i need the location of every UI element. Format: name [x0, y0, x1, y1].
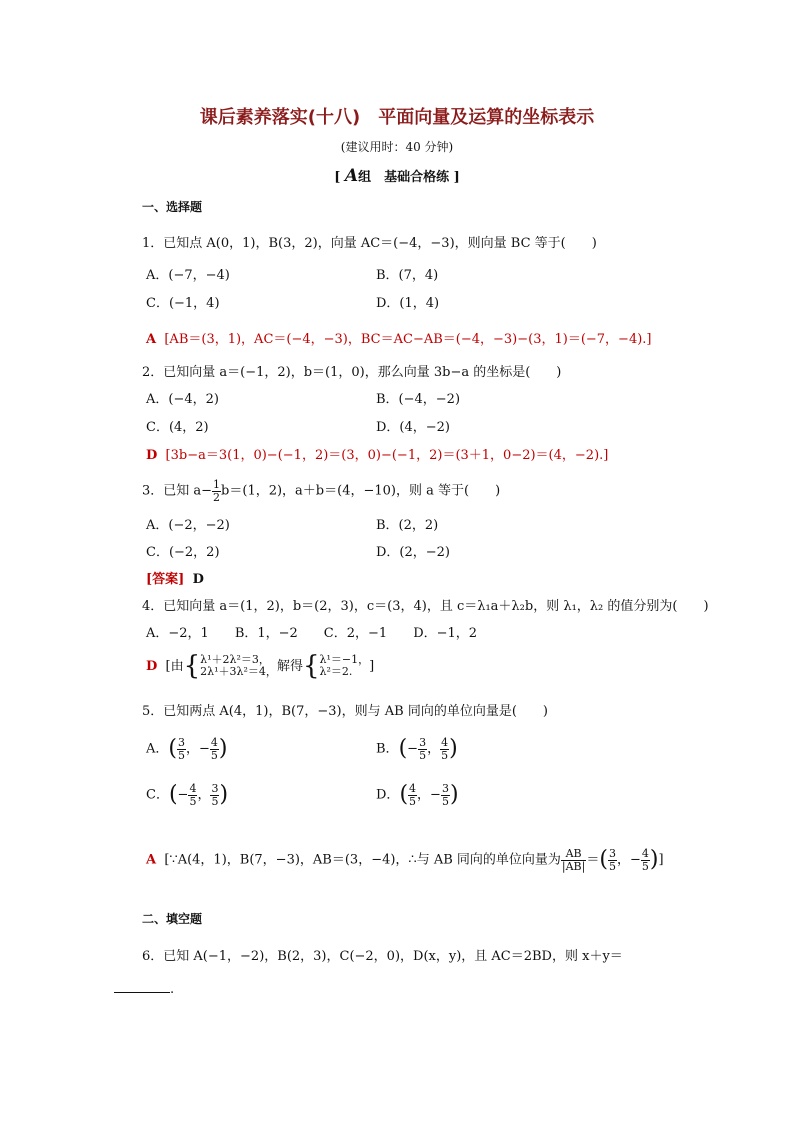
- q4-sys2-line2: λ²＝2.: [319, 665, 353, 679]
- q5-b-den1: 5: [419, 748, 427, 762]
- q3-option-d: D．(2，−2): [376, 545, 451, 560]
- q5-a-minus: −: [199, 741, 210, 757]
- q6-tail: .: [170, 982, 175, 997]
- q3-fraction: [212, 479, 221, 503]
- q5-c-minus: −: [177, 787, 189, 803]
- q5-d-den2: 5: [441, 794, 449, 808]
- group-heading: [0, 167, 794, 186]
- q5-a-comma: ，: [185, 741, 199, 757]
- q1-solution-text: [AB＝(3，1)，AC＝(−4，−3)，BC＝AC−AB＝(−4，−3)−(3，1)＝(−7，−4).]: [164, 332, 652, 347]
- q5-sol-frac-den: |AB|: [561, 859, 586, 873]
- q5-option-b: B．(− $\frac{3}{5}$ ， $\frac{4}{5}$ ): [376, 736, 458, 762]
- q4-key: D: [146, 658, 158, 674]
- q5-b-num1: 3: [419, 736, 427, 750]
- q5-b-minus: −: [407, 741, 419, 757]
- q2-option-a: A．(−4，2): [146, 392, 219, 407]
- q1-option-d: D．(1，4): [376, 296, 440, 311]
- q5-sol-comma: ，: [616, 852, 630, 868]
- q2-option-b: B．(−4，−2): [376, 392, 461, 407]
- q5-b-label: B．: [376, 741, 399, 757]
- q2-key: D: [146, 448, 158, 463]
- q1-option-c: C．(−1，4): [146, 296, 220, 311]
- q5-stem: 5．已知两点 A(4，1)，B(7，−3)，则与 AB 同向的单位向量是( ): [142, 704, 548, 719]
- q5-sol-num2: 4: [641, 847, 649, 861]
- section-fill-blank: 二、填空题: [142, 912, 203, 926]
- q2-option-d: D．(4，−2): [376, 420, 451, 435]
- q2-option-c: C．(4，2): [146, 420, 209, 435]
- q5-a-den1: 5: [177, 748, 185, 762]
- q5-sol-eq: ＝: [586, 852, 600, 868]
- q1-stem: 1．已知点 A(0，1)，B(3，2)，向量 AC＝(−4，−3)，则向量 BC 等于( ): [142, 236, 597, 251]
- q3-frac-den: 2: [213, 490, 221, 504]
- q4-stem: 4．已知向量 a＝(1，2)，b＝(2，3)，c＝(3，4)，且 c＝λ₁a＋λ₂b，则 λ₁，λ₂ 的值分别为( ): [142, 599, 709, 614]
- q4-brace-1: {: [183, 651, 201, 681]
- q1-solution: [146, 333, 652, 347]
- group-label: 组 基础合格练: [358, 170, 450, 185]
- q5-d-comma: ，: [417, 787, 431, 803]
- q4-system-1: [200, 654, 277, 679]
- q6-blank[interactable]: [114, 992, 170, 993]
- q5-b-num2: 4: [441, 736, 449, 750]
- q5-a-den2: 5: [210, 748, 218, 762]
- q5-c-num1: 4: [189, 782, 197, 796]
- q5-solution: A [∵A(4，1)，B(7，−3)，AB＝(3，−4)，∴与 AB 同向的单位向量为 $\frac{AB}{|AB|}$ ＝( $\frac{3}{5}$ ，− $\frac{4}{5}$ )]: [146, 847, 664, 873]
- q6-stem: 6．已知 A(−1，−2)，B(2，3)，C(−2，0)，D(x，y)，且 AC＝2BD，则 x＋y＝: [142, 949, 623, 964]
- q5-sol-den2: 5: [641, 859, 649, 873]
- q3-stem-post: b＝(1，2)，a＋b＝(4，−10)，则 a 等于( ): [221, 483, 501, 499]
- q5-c-den1: 5: [189, 794, 197, 808]
- q5-sol-end: ]: [658, 852, 664, 868]
- q5-c-comma: ，: [197, 787, 211, 803]
- group-letter: A: [344, 166, 359, 186]
- q5-sol-num1: 3: [608, 847, 616, 861]
- q5-sol-minus: −: [629, 852, 641, 868]
- q5-c-den2: 5: [211, 794, 219, 808]
- q5-c-num2: 3: [211, 782, 219, 796]
- q1-option-b: B．(7，4): [376, 268, 439, 283]
- q4-options: A．−2，1 B．1，−2 C．2，−1 D．−1，2: [146, 626, 478, 641]
- q4-sys2-line1: λ¹＝−1，: [319, 652, 370, 666]
- group-bracket-open: [: [334, 170, 341, 185]
- q3-answer-value: D: [192, 572, 204, 587]
- q4-sol-mid: 解得: [276, 658, 303, 674]
- q5-sol-frac-num: AB: [561, 848, 586, 861]
- q1-option-a: A．(−7，−4): [146, 268, 230, 283]
- q5-d-label: D．: [376, 787, 400, 803]
- q5-d-minus: −: [430, 787, 441, 803]
- q5-c-label: C．: [146, 787, 169, 803]
- q1-key: A: [146, 332, 157, 347]
- suggested-time: (建议用时：40 分钟): [340, 140, 454, 154]
- q3-option-c: C．(−2，2): [146, 545, 220, 560]
- q3-option-a: A．(−2，−2): [146, 518, 230, 533]
- q5-option-d: D．( $\frac{4}{5}$ ，− $\frac{3}{5}$ ): [376, 782, 459, 808]
- q3-stem: [142, 479, 500, 503]
- q5-option-c: C．(− $\frac{4}{5}$ ， $\frac{3}{5}$ ): [146, 782, 229, 808]
- q5-a-label: A．: [146, 741, 169, 757]
- q3-frac-num: 1: [213, 478, 221, 491]
- page-title: 课后素养落实(十八) 平面向量及运算的坐标表示: [199, 107, 595, 128]
- q5-d-num2: 3: [441, 782, 449, 796]
- q4-sys1-line2: 2λ¹＋3λ²＝4，: [200, 665, 277, 679]
- q4-brace-2: {: [302, 651, 320, 681]
- q3-stem-pre: 3．已知 a−: [142, 483, 213, 499]
- q4-sol-pre: [由: [165, 658, 184, 674]
- q2-solution: [146, 449, 608, 463]
- q4-sol-post: ]: [369, 658, 375, 674]
- q5-key: A: [146, 852, 157, 868]
- q5-b-comma: ，: [427, 741, 441, 757]
- q5-d-den1: 5: [409, 794, 417, 808]
- q3-answer: [146, 573, 204, 587]
- q5-option-a: A．( $\frac{3}{5}$ ，− $\frac{4}{5}$ ): [146, 736, 228, 762]
- section-choice: 一、选择题: [142, 200, 203, 214]
- q5-a-num1: 3: [177, 736, 185, 750]
- q5-sol-den1: 5: [608, 859, 616, 873]
- q5-sol-pre: [∵A(4，1)，B(7，−3)，AB＝(3，−4)，∴与 AB 同向的单位向量为: [164, 852, 561, 868]
- q3-option-b: B．(2，2): [376, 518, 439, 533]
- q4-solution: [146, 652, 374, 681]
- q2-solution-text: [3b−a＝3(1，0)−(−1，2)＝(3，0)−(−1，2)＝(3＋1，0−2)＝(4，−2).]: [165, 448, 609, 463]
- q2-stem: 2．已知向量 a＝(−1，2)，b＝(1，0)，那么向量 3b−a 的坐标是( ): [142, 365, 562, 380]
- q6-answer-line: [114, 983, 174, 997]
- q4-sys1-line1: λ¹＋2λ²＝3，: [200, 652, 270, 666]
- q4-system-2: [320, 654, 370, 679]
- q5-b-den2: 5: [441, 748, 449, 762]
- q5-a-num2: 4: [210, 736, 218, 750]
- group-bracket-close: ]: [453, 170, 460, 185]
- q5-d-num1: 4: [409, 782, 417, 796]
- q3-answer-label: [答案]: [146, 572, 185, 587]
